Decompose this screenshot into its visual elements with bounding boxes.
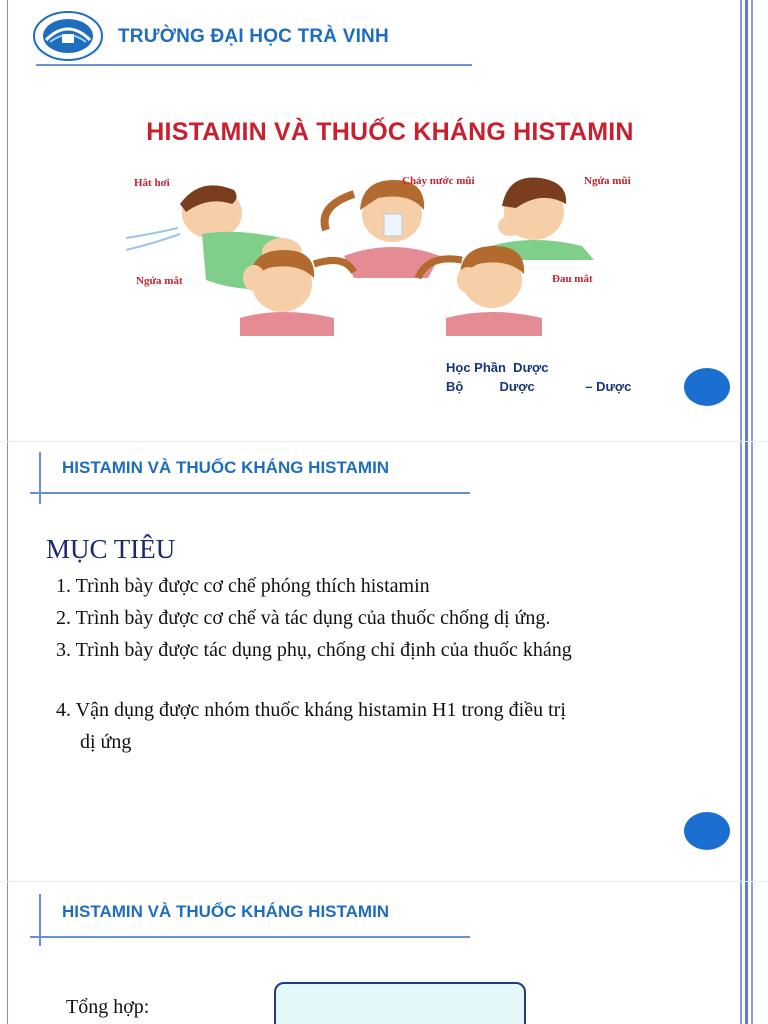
section-title: HISTAMIN VÀ THUỐC KHÁNG HISTAMIN [62, 458, 390, 477]
right-border-rules [740, 0, 754, 442]
objective-item: 3. Trình bày được tác dụng phụ, chống chỉ định của thuốc kháng [56, 639, 572, 661]
allergy-symptoms-illustration [122, 168, 662, 336]
objective-item-text: 4. Vận dụng được nhóm thuốc kháng histamin H1 trong điều trị [56, 699, 566, 721]
header-rule [36, 64, 472, 66]
symptom-label-sneezing: Hắt hơi [134, 177, 170, 189]
objective-item: 2. Trình bày được cơ chế và tác dụng của thuốc chống dị ứng. [56, 607, 551, 629]
university-logo-icon [32, 10, 104, 62]
left-border-line [7, 0, 8, 442]
slide-summary [0, 882, 768, 1024]
presentation-title: HISTAMIN VÀ THUỐC KHÁNG HISTAMIN [146, 118, 634, 146]
left-border-line [7, 442, 8, 882]
objective-item [56, 694, 656, 758]
university-name: TRƯỜNG ĐẠI HỌC TRÀ VINH [118, 26, 389, 47]
right-border-rules [740, 442, 754, 882]
summary-box [274, 982, 526, 1024]
course-line-2: Bộ Dược – Dược [446, 379, 632, 394]
section-horizontal-rule [30, 936, 470, 938]
slide-marker-dot [684, 368, 730, 406]
section-horizontal-rule [30, 492, 470, 494]
section-title: HISTAMIN VÀ THUỐC KHÁNG HISTAMIN [62, 902, 390, 921]
symptom-label-runny-nose: Chảy nước mũi [402, 175, 475, 187]
right-border-rules [740, 882, 754, 1024]
slide-objectives [0, 442, 768, 882]
section-vertical-rule [39, 894, 41, 946]
symptom-label-itchy-eyes: Ngứa mắt [136, 275, 183, 287]
objective-item-continuation: dị ứng [80, 731, 132, 753]
section-vertical-rule [39, 452, 41, 504]
summary-label: Tổng hợp: [66, 996, 150, 1018]
symptom-label-itchy-nose: Ngứa mũi [584, 175, 631, 187]
objectives-list [56, 570, 656, 758]
course-line-1: Học Phần Dược [446, 360, 549, 375]
slide-marker-dot [684, 812, 730, 850]
objectives-heading: MỤC TIÊU [46, 534, 176, 564]
objective-item: 1. Trình bày được cơ chế phóng thích histamin [56, 575, 430, 597]
slide-title [0, 0, 768, 442]
left-border-line [7, 882, 8, 1024]
symptom-label-sore-eyes: Đau mắt [552, 273, 593, 285]
